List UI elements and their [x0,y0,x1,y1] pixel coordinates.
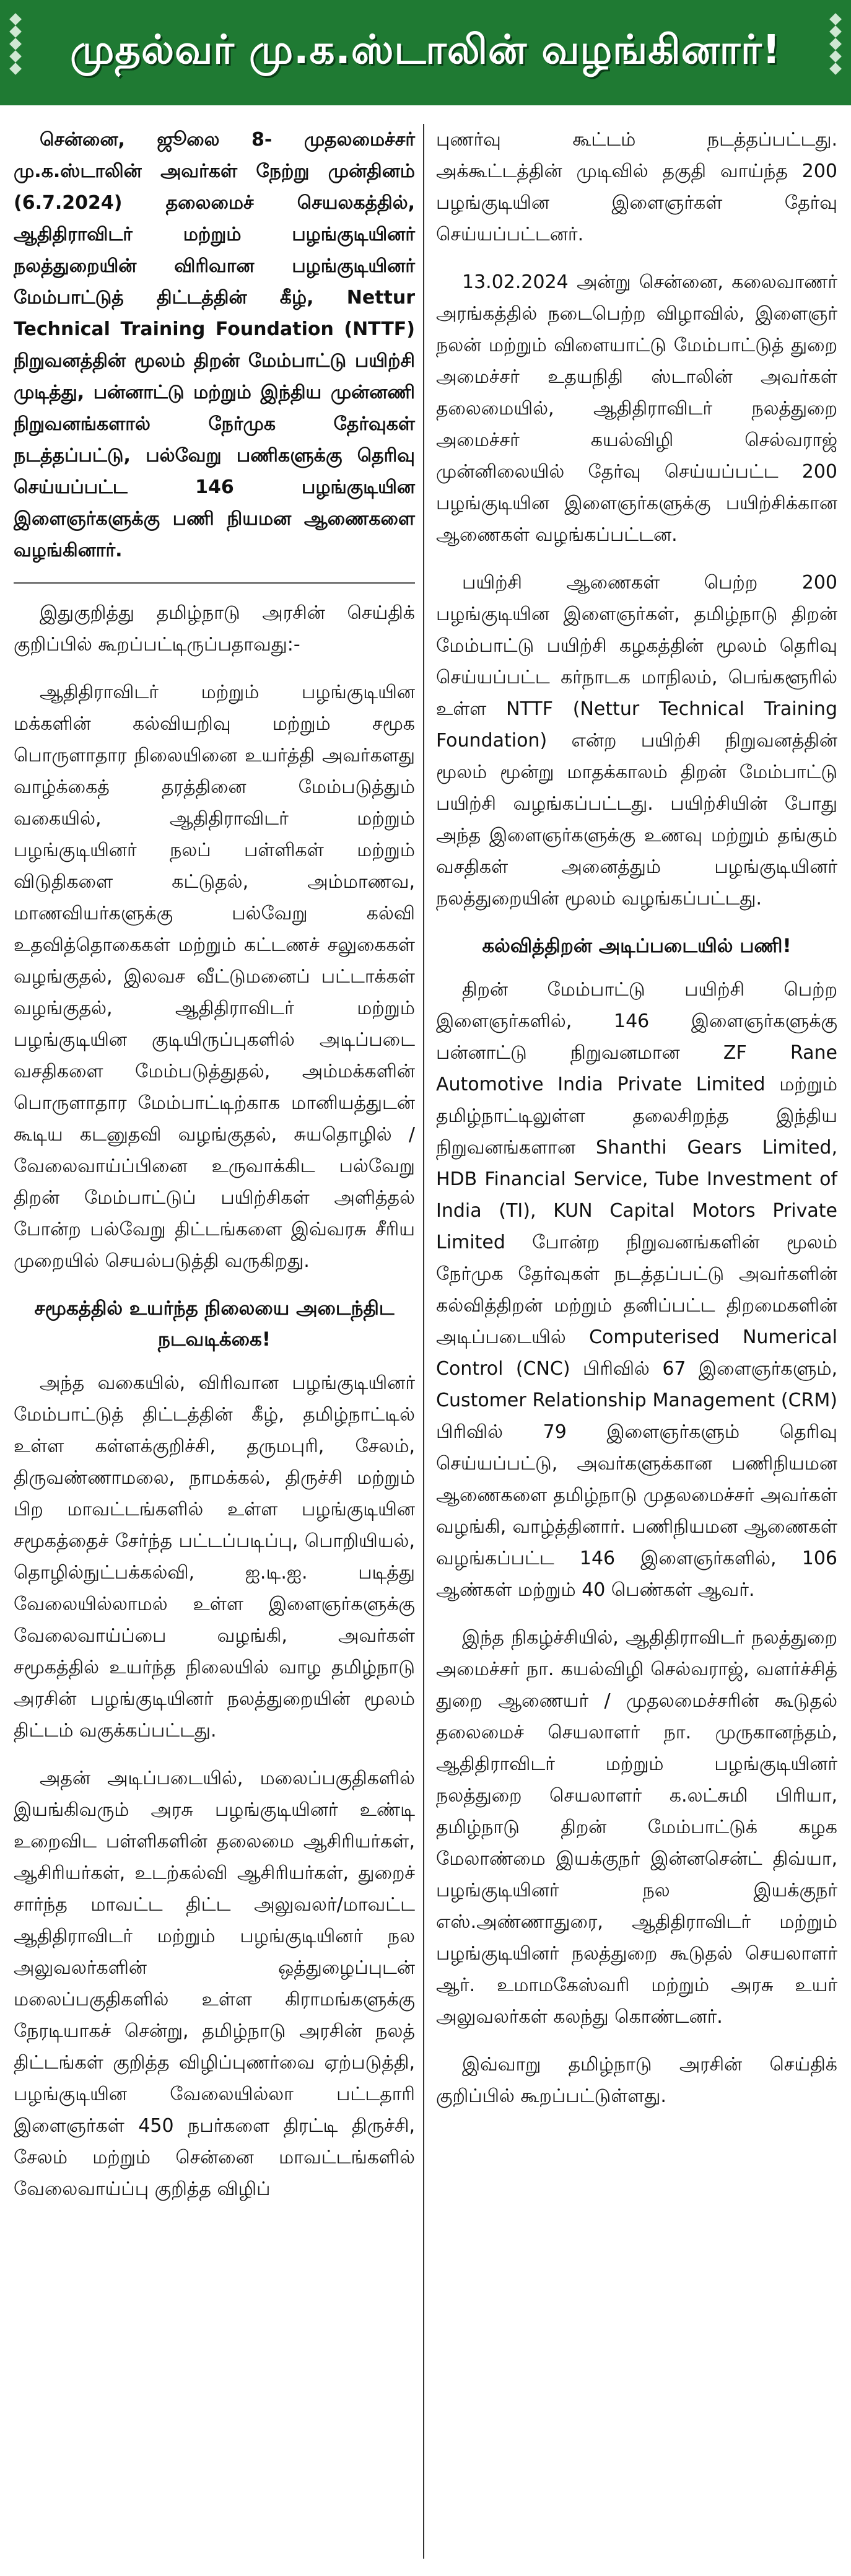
headline: முதல்வர் மு.க.ஸ்டாலின் வழங்கினார்! [70,27,781,73]
paragraph: 13.02.2024 அன்று சென்னை, கலைவாணர் அரங்கத்தில் நடைபெற்ற விழாவில், இளைஞர் நலன் மற்றும் விளையாட்டு மேம்பாட்டுத் துறை அமைச்சர் உதயநிதி ஸ்டாலின் அவர்கள் தலைமையில், ஆதிதிராவிடர் நலத்துறை அமைச்சர் கயல்விழி செல்வராஜ் முன்னிலையில் தேர்வு செய்யப்பட்ட 200 பழங்குடியின இளைஞர்களுக்கு பயிற்சிக்கான ஆணைகள் வழங்கப்பட்டன. [436,271,837,546]
paragraph: பயிற்சி ஆணைகள் பெற்ற 200 பழங்குடியின இளைஞர்கள், தமிழ்நாடு திறன் மேம்பாட்டு பயிற்சி கழகத்தின் மூலம் தெரிவு செய்யப்பட்ட கர்நாடக மாநிலம், பெங்களூரில் உள்ள NTTF (Nettur Technical Training Foundation) என்ற பயிற்சி நிறுவனத்தின் மூலம் மூன்று மாதக்காலம் திறன் மேம்பாட்டு பயிற்சி வழங்கப்பட்டது. பயிற்சியின் போது அந்த இளைஞர்களுக்கு உணவு மற்றும் தங்கும் வசதிகள் அனைத்தும் பழங்குடியினர் நலத்துறையின் மூலம் வழங்கப்பட்டது. [436,572,837,909]
right-column [436,124,837,2128]
paragraph: அதன் அடிப்படையில், மலைப்பகுதிகளில் இயங்கிவரும் அரசு பழங்குடியினர் உண்டி உறைவிட பள்ளிகளின் தலைமை ஆசிரியர்கள், ஆசிரியர்கள், உடற்கல்வி ஆசிரியர்கள், துறைச் சார்ந்த மாவட்ட திட்ட அலுவலர்/மாவட்ட ஆதிதிராவிடர் மற்றும் பழங்குடியினர் நல அலுவலர்களின் ஒத்துழைப்புடன் மலைப்பகுதிகளில் உள்ள கிராமங்களுக்கு நேரடியாகச் சென்று, தமிழ்நாடு அரசின் நலத் திட்டங்கள் குறித்த விழிப்புணர்வை ஏற்படுத்தி, பழங்குடியின வேலையில்லா பட்டதாரி இளைஞர்கள் 450 நபர்களை திரட்டி திருச்சி, சேலம் மற்றும் சென்னை மாவட்டங்களில் வேலைவாய்ப்பு குறித்த விழிப் [14,1768,415,2200]
headline-banner [0,0,851,105]
subheading: கல்வித்திறன் அடிப்படையில் பணி! [482,935,792,957]
subheading: சமூகத்தில் உயர்ந்த நிலையை அடைந்திட நடவடிக்கை! [34,1297,395,1351]
paragraph: இதுகுறித்து தமிழ்நாடு அரசின் செய்திக் குறிப்பில் கூறப்பட்டிருப்பதாவது:- [14,602,415,655]
paragraph: இவ்வாறு தமிழ்நாடு அரசின் செய்திக் குறிப்பில் கூறப்பட்டுள்ளது. [436,2054,837,2107]
paragraph: ஆதிதிராவிடர் மற்றும் பழங்குடியின மக்களின் கல்வியறிவு மற்றும் சமூக பொருளாதார நிலையினை உயர்த்தி அவர்களது வாழ்க்கைத் தரத்தினை மேம்படுத்தும் வகையில், ஆதிதிராவிடர் மற்றும் பழங்குடியினர் நலப் பள்ளிகள் மற்றும் விடுதிகளை கட்டுதல், அம்மாணவ, மாணவியர்களுக்கு பல்வேறு கல்வி உதவித்தொகைகள் மற்றும் கட்டணச் சலுகைகள் வழங்குதல், இலவச வீட்டுமனைப் பட்டாக்கள் வழங்குதல், ஆதிதிராவிடர் மற்றும் பழங்குடியின குடியிருப்புகளில் அடிப்படை வசதிகளை மேம்படுத்துதல், அம்மக்களின் பொருளாதார மேம்பாட்டிற்காக மானியத்துடன் கூடிய கடனுதவி வழங்குதல், சுயதொழில் / வேலைவாய்ப்பினை உருவாக்கிட பல்வேறு திறன் மேம்பாட்டுப் பயிற்சிகள் அளித்தல் போன்ற பல்வேறு திட்டங்களை இவ்வரசு சீரிய முறையில் செயல்படுத்தி வருகிறது. [14,681,415,1272]
paragraph: புணர்வு கூட்டம் நடத்தப்பட்டது. அக்கூட்டத்தின் முடிவில் தகுதி வாய்ந்த 200 பழங்குடியின இளைஞர்கள் தேர்வு செய்யப்பட்டனர். [436,129,837,245]
paragraph: திறன் மேம்பாட்டு பயிற்சி பெற்ற இளைஞர்களில், 146 இளைஞர்களுக்கு பன்னாட்டு நிறுவனமான ZF Rane Automotive India Private Limited மற்றும் தமிழ்நாட்டிலுள்ள தலைசிறந்த இந்திய நிறுவனங்களான Shanthi Gears Limited, HDB Financial Service, Tube Investment of India (TI), KUN Capital Motors Private Limited போன்ற நிறுவனங்களின் மூலம் நேர்முக தேர்வுகள் நடத்தப்பட்டு அவர்களின் கல்வித்திறன் மற்றும் தனிப்பட்ட திறமைகளின் அடிப்படையில் Computerised Numerical Control (CNC) பிரிவில் 67 இளைஞர்களும், Customer Relationship Management (CRM) பிரிவில் 79 இளைஞர்களும் தெரிவு செய்யப்பட்டு, அவர்களுக்கான பணிநியமன ஆணைகளை தமிழ்நாடு முதலமைச்சர் அவர்கள் வழங்கி, வாழ்த்தினார். பணிநியமன ஆணைகள் வழங்கப்பட்ட 146 இளைஞர்களில், 106 ஆண்கள் மற்றும் 40 பெண்கள் ஆவர். [436,979,837,1601]
lead-rule [14,582,415,584]
lead-paragraph: சென்னை, ஜூலை 8- முதலமைச்சர் மு.க.ஸ்டாலின் அவர்கள் நேற்று முன்தினம் (6.7.2024) தலைமைச் செயலகத்தில், ஆதிதிராவிடர் மற்றும் பழங்குடியினர் நலத்துறையின் விரிவான பழங்குடியினர் மேம்பாட்டுத் திட்டத்தின் கீழ், Nettur Technical Training Foundation (NTTF) நிறுவனத்தின் மூலம் திறன் மேம்பாட்டு பயிற்சி முடித்து, பன்னாட்டு மற்றும் இந்திய முன்னணி நிறுவனங்களால் நேர்முக தேர்வுகள் நடத்தப்பட்டு, பல்வேறு பணிகளுக்கு தெரிவு செய்யப்பட்ட 146 பழங்குடியின இளைஞர்களுக்கு பணி நியமன ஆணைகளை வழங்கினார். [14,129,415,561]
right-ornament [829,11,842,94]
paragraph: அந்த வகையில், விரிவான பழங்குடியினர் மேம்பாட்டுத் திட்டத்தின் கீழ், தமிழ்நாட்டில் உள்ள கள்ளக்குறிச்சி, தருமபுரி, சேலம், திருவண்ணாமலை, நாமக்கல், திருச்சி மற்றும் பிற மாவட்டங்களில் உள்ள பழங்குடியின சமூகத்தைச் சேர்ந்த பட்டப்படிப்பு, பொறியியல், தொழில்நுட்பக்கல்வி, ஐ.டி.ஐ. படித்து வேலையில்லாமல் உள்ள இளைஞர்களுக்கு வேலைவாய்ப்பை வழங்கி, அவர்கள் சமூகத்தில் உயர்ந்த நிலையில் வாழ தமிழ்நாடு அரசின் பழங்குடியினர் நலத்துறையின் மூலம் திட்டம் வகுக்கப்பட்டது. [14,1372,415,1741]
column-divider [423,124,424,2559]
paragraph: இந்த நிகழ்ச்சியில், ஆதிதிராவிடர் நலத்துறை அமைச்சர் நா. கயல்விழி செல்வராஜ், வளர்ச்சித் துறை ஆணையர் / முதலமைச்சரின் கூடுதல் தலைமைச் செயலாளர் நா. முருகானந்தம், ஆதிதிராவிடர் மற்றும் பழங்குடியினர் நலத்துறை செயலாளர் க.லட்சுமி பிரியா, தமிழ்நாடு திறன் மேம்பாட்டுக் கழக மேலாண்மை இயக்குநர் இன்னசென்ட் திவ்யா, பழங்குடியினர் நல இயக்குநர் எஸ்.அண்ணாதுரை, ஆதிதிராவிடர் மற்றும் பழங்குடியினர் நலத்துறை கூடுதல் செயலாளர் ஆர். உமாமகேஸ்வரி மற்றும் அரசு உயர் அலுவலர்கள் கலந்து கொண்டனர். [436,1627,837,2028]
left-column [14,124,415,2221]
left-ornament [9,11,22,94]
